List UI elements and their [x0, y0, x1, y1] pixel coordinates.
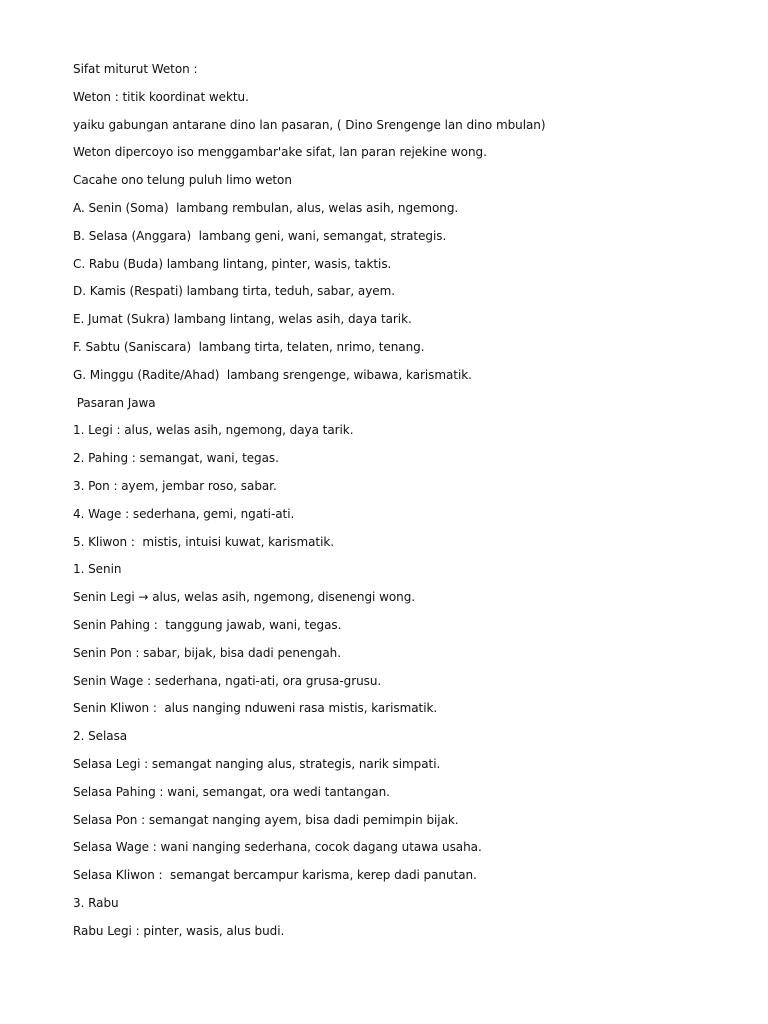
weton-item: Selasa Kliwon : semangat bercampur karisma, kerep dadi panutan. [73, 868, 477, 883]
day-item: E. Jumat (Sukra) lambang lintang, welas asih, daya tarik. [73, 312, 412, 327]
text-line: Weton : titik koordinat wektu. [73, 89, 249, 104]
day-item: G. Minggu (Radite/Ahad) lambang srengenge, wibawa, karismatik. [73, 367, 472, 382]
weton-item: Selasa Legi : semangat nanging alus, strategis, narik simpati. [73, 756, 441, 771]
weton-item: Selasa Wage : wani nanging sederhana, cocok dagang utawa usaha. [73, 840, 482, 855]
text-line: Cacahe ono telung puluh limo weton [73, 173, 292, 188]
day-item: F. Sabtu (Saniscara) lambang tirta, telaten, nrimo, tenang. [73, 339, 425, 354]
pasaran-item: 4. Wage : sederhana, gemi, ngati-ati. [73, 506, 295, 521]
section-heading: 1. Senin [73, 562, 122, 577]
weton-item: Senin Pahing : tanggung jawab, wani, tegas. [73, 617, 342, 632]
weton-item: Rabu Legi : pinter, wasis, alus budi. [73, 923, 285, 938]
document-title: Sifat miturut Weton : [73, 62, 198, 76]
document-body [73, 61, 713, 951]
weton-item: Selasa Pon : semangat nanging ayem, bisa dadi pemimpin bijak. [73, 812, 459, 827]
section-heading: Pasaran Jawa [73, 395, 156, 410]
text-line: yaiku gabungan antarane dino lan pasaran, ( Dino Srengenge lan dino mbulan) [73, 117, 546, 132]
day-item: D. Kamis (Respati) lambang tirta, teduh, sabar, ayem. [73, 284, 396, 299]
weton-item: Senin Pon : sabar, bijak, bisa dadi penengah. [73, 645, 341, 660]
section-heading: 2. Selasa [73, 729, 128, 744]
weton-item: Selasa Pahing : wani, semangat, ora wedi tantangan. [73, 784, 390, 799]
day-item: C. Rabu (Buda) lambang lintang, pinter, wasis, taktis. [73, 256, 392, 271]
text-line: Weton dipercoyo iso menggambar'ake sifat, lan paran rejekine wong. [73, 145, 487, 160]
pasaran-item: 2. Pahing : semangat, wani, tegas. [73, 451, 279, 466]
pasaran-item: 5. Kliwon : mistis, intuisi kuwat, karismatik. [73, 534, 335, 549]
pasaran-item: 3. Pon : ayem, jembar roso, sabar. [73, 478, 277, 493]
weton-item: Senin Legi → alus, welas asih, ngemong, disenengi wong. [73, 590, 416, 605]
pasaran-item: 1. Legi : alus, welas asih, ngemong, daya tarik. [73, 423, 354, 438]
weton-item: Senin Wage : sederhana, ngati-ati, ora grusa-grusu. [73, 673, 382, 688]
day-item: B. Selasa (Anggara) lambang geni, wani, semangat, strategis. [73, 228, 447, 243]
section-heading: 3. Rabu [73, 895, 119, 910]
day-item: A. Senin (Soma) lambang rembulan, alus, welas asih, ngemong. [73, 200, 459, 215]
weton-item: Senin Kliwon : alus nanging nduweni rasa mistis, karismatik. [73, 701, 438, 716]
